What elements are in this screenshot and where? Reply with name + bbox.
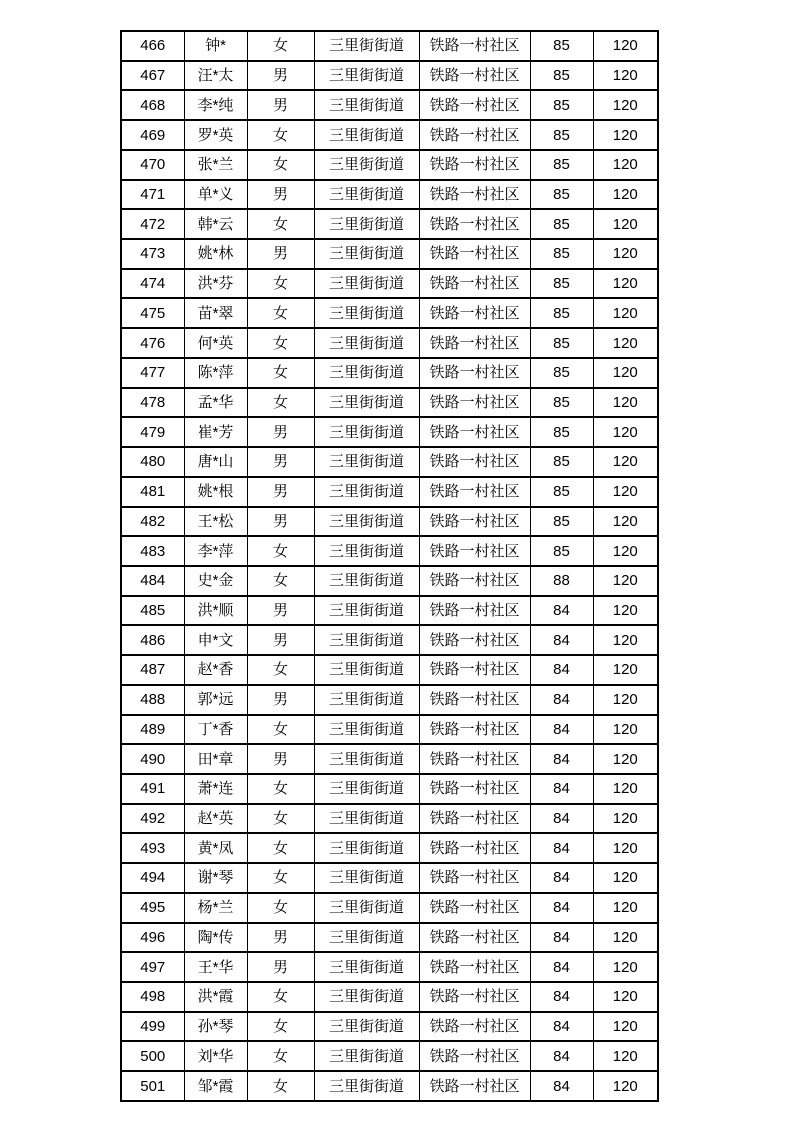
table-cell-name: 赵*英: [184, 804, 247, 834]
table-cell-value-a: 84: [530, 774, 593, 804]
table-cell-gender: 男: [247, 685, 314, 715]
table-cell-value-a: 84: [530, 923, 593, 953]
table-cell-value-a: 84: [530, 804, 593, 834]
table-cell-community: 铁路一村社区: [419, 774, 530, 804]
table-row: [121, 685, 658, 715]
table-row: [121, 328, 658, 358]
table-cell-value-a: 84: [530, 833, 593, 863]
table-cell-value-b: 120: [593, 1071, 658, 1101]
table-row: [121, 31, 658, 61]
table-cell-value-a: 84: [530, 625, 593, 655]
table-cell-serial-number: 482: [121, 507, 184, 537]
table-cell-community: 铁路一村社区: [419, 625, 530, 655]
table-cell-gender: 男: [247, 477, 314, 507]
table-cell-value-b: 120: [593, 90, 658, 120]
table-cell-name: 李*纯: [184, 90, 247, 120]
table-row: [121, 774, 658, 804]
table-cell-name: 丁*香: [184, 715, 247, 745]
table-cell-serial-number: 491: [121, 774, 184, 804]
table-row: [121, 358, 658, 388]
table-row: [121, 923, 658, 953]
table-cell-community: 铁路一村社区: [419, 596, 530, 626]
table-cell-name: 姚*林: [184, 239, 247, 269]
table-cell-value-b: 120: [593, 358, 658, 388]
table-cell-street: 三里街街道: [314, 774, 419, 804]
table-row: [121, 833, 658, 863]
table-cell-street: 三里街街道: [314, 388, 419, 418]
table-cell-community: 铁路一村社区: [419, 1012, 530, 1042]
table-cell-name: 单*义: [184, 180, 247, 210]
table-row: [121, 982, 658, 1012]
table-cell-community: 铁路一村社区: [419, 833, 530, 863]
table-cell-value-a: 85: [530, 536, 593, 566]
table-row: [121, 209, 658, 239]
table-cell-gender: 女: [247, 209, 314, 239]
table-cell-community: 铁路一村社区: [419, 655, 530, 685]
table-cell-value-a: 85: [530, 507, 593, 537]
table-cell-name: 洪*芬: [184, 269, 247, 299]
table-cell-serial-number: 489: [121, 715, 184, 745]
table-cell-community: 铁路一村社区: [419, 358, 530, 388]
table-cell-serial-number: 466: [121, 31, 184, 61]
table-cell-serial-number: 495: [121, 893, 184, 923]
table-cell-name: 萧*连: [184, 774, 247, 804]
table-cell-serial-number: 477: [121, 358, 184, 388]
table-cell-value-b: 120: [593, 596, 658, 626]
table-row: [121, 1012, 658, 1042]
table-cell-name: 洪*顺: [184, 596, 247, 626]
table-cell-value-b: 120: [593, 536, 658, 566]
table-cell-gender: 男: [247, 417, 314, 447]
table-row: [121, 804, 658, 834]
table-cell-serial-number: 480: [121, 447, 184, 477]
table-cell-gender: 女: [247, 804, 314, 834]
table-cell-value-b: 120: [593, 982, 658, 1012]
table-cell-value-b: 120: [593, 150, 658, 180]
table-cell-name: 王*松: [184, 507, 247, 537]
table-row: [121, 596, 658, 626]
table-row: [121, 269, 658, 299]
table-cell-value-b: 120: [593, 923, 658, 953]
table-cell-name: 钟*: [184, 31, 247, 61]
table-cell-serial-number: 501: [121, 1071, 184, 1101]
table-cell-value-a: 85: [530, 61, 593, 91]
table-cell-value-a: 84: [530, 744, 593, 774]
table-cell-gender: 女: [247, 566, 314, 596]
table-cell-street: 三里街街道: [314, 982, 419, 1012]
table-cell-serial-number: 469: [121, 120, 184, 150]
table-cell-serial-number: 493: [121, 833, 184, 863]
table-row: [121, 715, 658, 745]
table-cell-value-a: 88: [530, 566, 593, 596]
table-cell-name: 姚*根: [184, 477, 247, 507]
table-row: [121, 952, 658, 982]
table-cell-name: 郭*远: [184, 685, 247, 715]
table-cell-gender: 女: [247, 982, 314, 1012]
table-cell-name: 刘*华: [184, 1041, 247, 1071]
table-cell-name: 谢*琴: [184, 863, 247, 893]
table-cell-gender: 男: [247, 596, 314, 626]
table-cell-street: 三里街街道: [314, 328, 419, 358]
table-cell-value-b: 120: [593, 417, 658, 447]
table-cell-name: 黄*凤: [184, 833, 247, 863]
table-cell-gender: 男: [247, 923, 314, 953]
table-cell-value-a: 84: [530, 655, 593, 685]
table-cell-community: 铁路一村社区: [419, 715, 530, 745]
table-cell-community: 铁路一村社区: [419, 209, 530, 239]
table-row: [121, 536, 658, 566]
table-row: [121, 893, 658, 923]
table-cell-community: 铁路一村社区: [419, 923, 530, 953]
table-cell-name: 汪*太: [184, 61, 247, 91]
table-cell-value-a: 85: [530, 31, 593, 61]
table-cell-gender: 女: [247, 328, 314, 358]
table-cell-serial-number: 475: [121, 298, 184, 328]
table-cell-gender: 女: [247, 1041, 314, 1071]
table-cell-name: 田*章: [184, 744, 247, 774]
table-cell-street: 三里街街道: [314, 31, 419, 61]
table-cell-serial-number: 473: [121, 239, 184, 269]
table-cell-gender: 女: [247, 536, 314, 566]
table-cell-street: 三里街街道: [314, 863, 419, 893]
table-row: [121, 120, 658, 150]
table-row: [121, 239, 658, 269]
table-row: [121, 507, 658, 537]
table-cell-name: 申*文: [184, 625, 247, 655]
table-cell-value-a: 84: [530, 715, 593, 745]
table-cell-street: 三里街街道: [314, 1041, 419, 1071]
table-cell-street: 三里街街道: [314, 507, 419, 537]
table-cell-value-b: 120: [593, 298, 658, 328]
table-cell-serial-number: 492: [121, 804, 184, 834]
table-cell-value-a: 85: [530, 298, 593, 328]
table-cell-name: 邹*霞: [184, 1071, 247, 1101]
table-cell-value-a: 84: [530, 863, 593, 893]
table-cell-gender: 男: [247, 744, 314, 774]
table-cell-name: 赵*香: [184, 655, 247, 685]
table-cell-street: 三里街街道: [314, 655, 419, 685]
table-cell-serial-number: 474: [121, 269, 184, 299]
table-cell-community: 铁路一村社区: [419, 328, 530, 358]
table-cell-value-b: 120: [593, 209, 658, 239]
table-cell-value-a: 84: [530, 1012, 593, 1042]
table-cell-street: 三里街街道: [314, 893, 419, 923]
table-cell-community: 铁路一村社区: [419, 239, 530, 269]
table-row: [121, 1071, 658, 1101]
table-cell-value-b: 120: [593, 239, 658, 269]
table-cell-community: 铁路一村社区: [419, 952, 530, 982]
table-cell-gender: 女: [247, 150, 314, 180]
table-cell-name: 陈*萍: [184, 358, 247, 388]
table-cell-value-b: 120: [593, 507, 658, 537]
table-cell-street: 三里街街道: [314, 952, 419, 982]
table-cell-street: 三里街街道: [314, 239, 419, 269]
table-cell-street: 三里街街道: [314, 536, 419, 566]
table-cell-serial-number: 481: [121, 477, 184, 507]
table-cell-gender: 男: [247, 952, 314, 982]
table-cell-value-a: 84: [530, 685, 593, 715]
table-cell-gender: 男: [247, 239, 314, 269]
table-cell-value-a: 84: [530, 952, 593, 982]
table-cell-street: 三里街街道: [314, 1071, 419, 1101]
table-cell-value-b: 120: [593, 804, 658, 834]
table-cell-value-b: 120: [593, 388, 658, 418]
table-cell-name: 孟*华: [184, 388, 247, 418]
table-cell-name: 罗*英: [184, 120, 247, 150]
table-cell-gender: 女: [247, 774, 314, 804]
table-cell-value-b: 120: [593, 625, 658, 655]
table-cell-value-b: 120: [593, 715, 658, 745]
table-cell-serial-number: 497: [121, 952, 184, 982]
table-cell-gender: 女: [247, 715, 314, 745]
table-cell-value-a: 84: [530, 596, 593, 626]
table-cell-value-b: 120: [593, 863, 658, 893]
table-cell-street: 三里街街道: [314, 120, 419, 150]
table-cell-community: 铁路一村社区: [419, 180, 530, 210]
table-row: [121, 744, 658, 774]
table-cell-value-b: 120: [593, 744, 658, 774]
table-cell-gender: 女: [247, 1071, 314, 1101]
table-cell-value-b: 120: [593, 655, 658, 685]
table-row: [121, 150, 658, 180]
table-body: [121, 31, 658, 1101]
table-cell-street: 三里街街道: [314, 596, 419, 626]
table-cell-value-a: 84: [530, 893, 593, 923]
table-cell-community: 铁路一村社区: [419, 150, 530, 180]
table-cell-street: 三里街街道: [314, 833, 419, 863]
table-cell-value-b: 120: [593, 1012, 658, 1042]
table-cell-serial-number: 472: [121, 209, 184, 239]
table-row: [121, 298, 658, 328]
table-cell-street: 三里街街道: [314, 923, 419, 953]
table-cell-community: 铁路一村社区: [419, 477, 530, 507]
table-cell-serial-number: 498: [121, 982, 184, 1012]
table-cell-name: 李*萍: [184, 536, 247, 566]
table-cell-street: 三里街街道: [314, 298, 419, 328]
table-cell-street: 三里街街道: [314, 269, 419, 299]
table-cell-community: 铁路一村社区: [419, 31, 530, 61]
table-row: [121, 477, 658, 507]
table-cell-name: 苗*翠: [184, 298, 247, 328]
table-cell-community: 铁路一村社区: [419, 804, 530, 834]
table-cell-street: 三里街街道: [314, 150, 419, 180]
table-cell-name: 韩*云: [184, 209, 247, 239]
table-cell-gender: 女: [247, 120, 314, 150]
table-cell-value-a: 85: [530, 417, 593, 447]
table-cell-serial-number: 485: [121, 596, 184, 626]
table-cell-value-a: 85: [530, 388, 593, 418]
table-cell-gender: 男: [247, 61, 314, 91]
table-cell-street: 三里街街道: [314, 715, 419, 745]
table-cell-value-b: 120: [593, 952, 658, 982]
table-row: [121, 417, 658, 447]
table-cell-serial-number: 483: [121, 536, 184, 566]
table-row: [121, 1041, 658, 1071]
table-cell-street: 三里街街道: [314, 477, 419, 507]
table-cell-gender: 女: [247, 269, 314, 299]
table-cell-value-b: 120: [593, 31, 658, 61]
table-cell-value-a: 84: [530, 1071, 593, 1101]
table-cell-community: 铁路一村社区: [419, 863, 530, 893]
table-row: [121, 447, 658, 477]
table-cell-value-b: 120: [593, 833, 658, 863]
table-cell-serial-number: 479: [121, 417, 184, 447]
table-cell-serial-number: 471: [121, 180, 184, 210]
table-cell-serial-number: 487: [121, 655, 184, 685]
table-cell-gender: 男: [247, 625, 314, 655]
table-cell-name: 何*英: [184, 328, 247, 358]
table-cell-street: 三里街街道: [314, 358, 419, 388]
table-cell-street: 三里街街道: [314, 417, 419, 447]
table-cell-value-a: 85: [530, 269, 593, 299]
table-cell-community: 铁路一村社区: [419, 298, 530, 328]
table-cell-name: 崔*芳: [184, 417, 247, 447]
table-cell-serial-number: 490: [121, 744, 184, 774]
table-cell-serial-number: 468: [121, 90, 184, 120]
table-cell-street: 三里街街道: [314, 90, 419, 120]
table-cell-gender: 女: [247, 655, 314, 685]
table-cell-community: 铁路一村社区: [419, 120, 530, 150]
table-cell-street: 三里街街道: [314, 804, 419, 834]
table-cell-gender: 男: [247, 90, 314, 120]
table-cell-community: 铁路一村社区: [419, 685, 530, 715]
table-cell-value-b: 120: [593, 685, 658, 715]
table-cell-serial-number: 484: [121, 566, 184, 596]
table-cell-community: 铁路一村社区: [419, 566, 530, 596]
table-cell-community: 铁路一村社区: [419, 893, 530, 923]
table-cell-value-b: 120: [593, 269, 658, 299]
table-cell-value-a: 85: [530, 328, 593, 358]
table-cell-value-a: 85: [530, 90, 593, 120]
table-cell-gender: 男: [247, 180, 314, 210]
table-cell-value-a: 85: [530, 150, 593, 180]
table-cell-gender: 女: [247, 31, 314, 61]
table-cell-value-a: 85: [530, 447, 593, 477]
table-cell-value-b: 120: [593, 774, 658, 804]
table-cell-serial-number: 486: [121, 625, 184, 655]
table-row: [121, 863, 658, 893]
table-cell-gender: 男: [247, 447, 314, 477]
table-cell-community: 铁路一村社区: [419, 269, 530, 299]
table-cell-name: 史*金: [184, 566, 247, 596]
table-row: [121, 625, 658, 655]
table-row: [121, 388, 658, 418]
table-cell-serial-number: 496: [121, 923, 184, 953]
table-cell-value-a: 84: [530, 982, 593, 1012]
table-row: [121, 655, 658, 685]
table-cell-gender: 女: [247, 863, 314, 893]
table-cell-street: 三里街街道: [314, 209, 419, 239]
table-cell-serial-number: 499: [121, 1012, 184, 1042]
table-cell-value-a: 85: [530, 209, 593, 239]
table-cell-value-b: 120: [593, 61, 658, 91]
table-cell-value-b: 120: [593, 120, 658, 150]
table-cell-value-a: 85: [530, 477, 593, 507]
table-cell-serial-number: 467: [121, 61, 184, 91]
table-row: [121, 566, 658, 596]
table-cell-street: 三里街街道: [314, 61, 419, 91]
table-cell-serial-number: 488: [121, 685, 184, 715]
table-cell-community: 铁路一村社区: [419, 417, 530, 447]
table-row: [121, 180, 658, 210]
table-cell-street: 三里街街道: [314, 566, 419, 596]
roster-table: [120, 30, 659, 1102]
table-cell-community: 铁路一村社区: [419, 447, 530, 477]
table-cell-name: 王*华: [184, 952, 247, 982]
table-cell-name: 杨*兰: [184, 893, 247, 923]
table-cell-serial-number: 500: [121, 1041, 184, 1071]
table-cell-name: 孙*琴: [184, 1012, 247, 1042]
table-cell-community: 铁路一村社区: [419, 388, 530, 418]
table-cell-street: 三里街街道: [314, 447, 419, 477]
table-cell-value-a: 85: [530, 120, 593, 150]
table-cell-street: 三里街街道: [314, 1012, 419, 1042]
table-cell-serial-number: 494: [121, 863, 184, 893]
table-cell-name: 洪*霞: [184, 982, 247, 1012]
table-cell-value-b: 120: [593, 566, 658, 596]
table-cell-street: 三里街街道: [314, 744, 419, 774]
table-cell-community: 铁路一村社区: [419, 1041, 530, 1071]
table-cell-community: 铁路一村社区: [419, 61, 530, 91]
table-cell-street: 三里街街道: [314, 685, 419, 715]
table-cell-name: 唐*山: [184, 447, 247, 477]
table-cell-serial-number: 476: [121, 328, 184, 358]
table-cell-value-a: 84: [530, 1041, 593, 1071]
table-cell-value-b: 120: [593, 328, 658, 358]
table-row: [121, 90, 658, 120]
table-cell-street: 三里街街道: [314, 180, 419, 210]
table-cell-value-b: 120: [593, 893, 658, 923]
table-cell-serial-number: 478: [121, 388, 184, 418]
table-cell-value-a: 85: [530, 358, 593, 388]
table-cell-gender: 女: [247, 358, 314, 388]
table-row: [121, 61, 658, 91]
table-cell-name: 张*兰: [184, 150, 247, 180]
table-cell-street: 三里街街道: [314, 625, 419, 655]
table-cell-community: 铁路一村社区: [419, 744, 530, 774]
table-cell-gender: 女: [247, 298, 314, 328]
table-cell-gender: 女: [247, 1012, 314, 1042]
table-cell-value-b: 120: [593, 1041, 658, 1071]
table-cell-serial-number: 470: [121, 150, 184, 180]
table-cell-value-b: 120: [593, 477, 658, 507]
table-cell-community: 铁路一村社区: [419, 536, 530, 566]
table-cell-gender: 男: [247, 507, 314, 537]
table-cell-value-b: 120: [593, 180, 658, 210]
table-cell-gender: 女: [247, 388, 314, 418]
table-cell-community: 铁路一村社区: [419, 982, 530, 1012]
table-cell-value-b: 120: [593, 447, 658, 477]
table-cell-community: 铁路一村社区: [419, 90, 530, 120]
table-cell-gender: 女: [247, 833, 314, 863]
table-cell-community: 铁路一村社区: [419, 1071, 530, 1101]
table-cell-value-a: 85: [530, 180, 593, 210]
table-cell-community: 铁路一村社区: [419, 507, 530, 537]
table-cell-name: 陶*传: [184, 923, 247, 953]
table-cell-gender: 女: [247, 893, 314, 923]
table-cell-value-a: 85: [530, 239, 593, 269]
